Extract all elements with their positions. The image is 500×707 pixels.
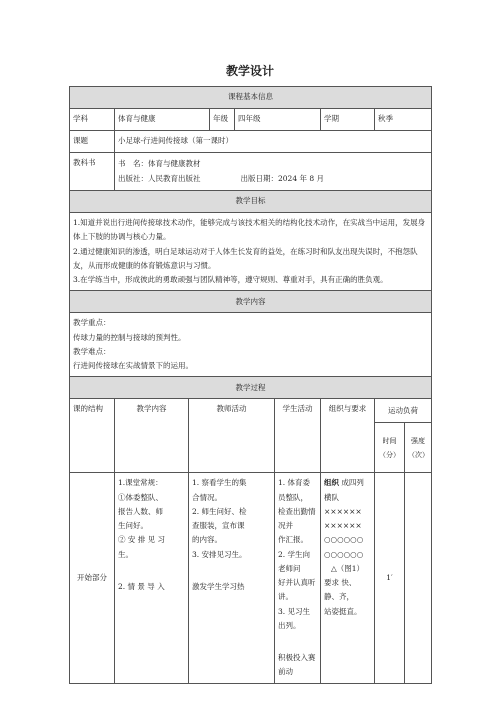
goals-body [70,213,432,291]
col-content-header: 教学内容 [115,399,189,473]
col-load-header: 运动负荷 [375,399,432,423]
teacher-line: 合情况。 [192,492,222,502]
focus-label: 教学重点： [73,318,111,328]
topic-value: 小足球-行进间传接球（第一课时） [115,131,432,153]
topic-label: 课题 [70,131,115,153]
content-line: 生。 [118,549,133,559]
grade-label: 年级 [210,109,235,131]
grade-value: 四年级 [235,109,321,131]
col-intensity-header: 强度（次） [405,423,432,473]
lesson-plan-table [69,86,432,684]
difficulty-label: 教学难点： [73,346,111,356]
content-line: ①体委整队、 [118,492,163,502]
textbook-label: 教科书 [70,153,115,191]
content-line: 2. 情 景 导 入 [118,581,165,591]
content-line: 1.课堂常规： [118,478,163,488]
document-title: 教学设计 [225,64,274,78]
student-line: 积极投入赛前动 [278,653,316,677]
student-line: 好并认真听讲。 [278,578,316,602]
goal-item: 2.通过健康知识的渗透，明白足球运动对于人体生长发育的益处，在练习时和队友出现失误时，不抱怨队友，从而形成健康的体育锻炼意识与习惯。 [73,246,418,270]
difficulty-text: 行进间传接球在实战情景下的运用。 [73,361,193,370]
teacher-line: 3. 安排见习生。 [192,549,247,559]
process-header: 教学过程 [70,377,432,399]
row1-time: 1′ [375,473,405,683]
teacher-line: 2. 师生问好、检 [192,506,247,516]
col-structure-header: 课的结构 [70,399,115,473]
formation-line: ○○○○○○ [324,535,364,545]
col-time-header: 时间（分） [375,423,405,473]
org-first-line [324,476,371,505]
content-line: ② 安 排 见 习 [118,535,166,545]
focus-text: 传球力量的控制与接球的预判性。 [73,332,186,342]
publisher-line [118,172,428,186]
teacher-line: 的内容。 [192,535,222,545]
org-requirement: 站姿挺直。 [324,606,362,616]
teacher-line: 激发学生学习热 [192,581,245,591]
subject-value: 体育与健康 [115,109,210,131]
org-requirement: 要求 快、静、齐， [324,578,357,602]
term-label: 学期 [321,109,375,131]
content-line: 生问好。 [118,521,148,530]
basic-info-header: 课程基本信息 [70,87,432,109]
structure-start: 开始部分 [70,473,115,683]
goal-item: 3.在学练当中，形成彼此的勇敢顽强与团队精神等，遵守规则、尊重对手，具有正确的胜负观。 [73,275,388,284]
org-first-text: 成四列横队 [324,478,364,502]
content-line: 报告人数、师 [118,506,163,516]
row1-organization [321,473,375,683]
teacher-line: 1. 察看学生的集 [192,478,247,488]
term-value: 秋季 [375,109,432,131]
row1-student [275,473,321,683]
publisher: 出版社：人民教育出版社 [118,173,201,183]
subject-label: 学科 [70,109,115,131]
student-line: 作汇报。 [278,535,308,545]
student-line: 1. 体育委员整队， [278,478,311,502]
formation-line: △（图1） [330,563,365,573]
col-teacher-header: 教师活动 [189,399,275,473]
goals-header: 教学目标 [70,191,432,213]
content-header: 教学内容 [70,291,432,313]
row1-teacher [189,473,275,683]
content-body [70,313,432,377]
student-line: 3. 见习生出列。 [278,606,311,630]
row1-content [115,473,189,683]
formation-line: ×××××× [324,521,362,530]
textbook-info [115,153,432,191]
formation-line: ×××××× [324,506,362,516]
student-line: 检查出勤情况并 [278,506,316,530]
book-name: 书 名：体育与健康教材 [118,159,201,169]
col-org-header: 组织与要求 [321,399,375,473]
org-bold-label: 组织 [324,478,339,488]
publish-date: 出版日期：2024 年 8 月 [240,173,325,183]
goal-item: 1.知道并说出行进间传接球技术动作，能够完成与该技术相关的结构化技术动作，在实战当中运用，发展身体上下肢的协调与核心力量。 [73,218,426,242]
teacher-line: 查服装，宣布课 [192,521,245,530]
col-student-header: 学生活动 [275,399,321,473]
formation-line: ○○○○○○ [324,549,364,559]
student-line: 2. 学生向老师问 [278,549,311,573]
row1-intensity [405,473,432,683]
